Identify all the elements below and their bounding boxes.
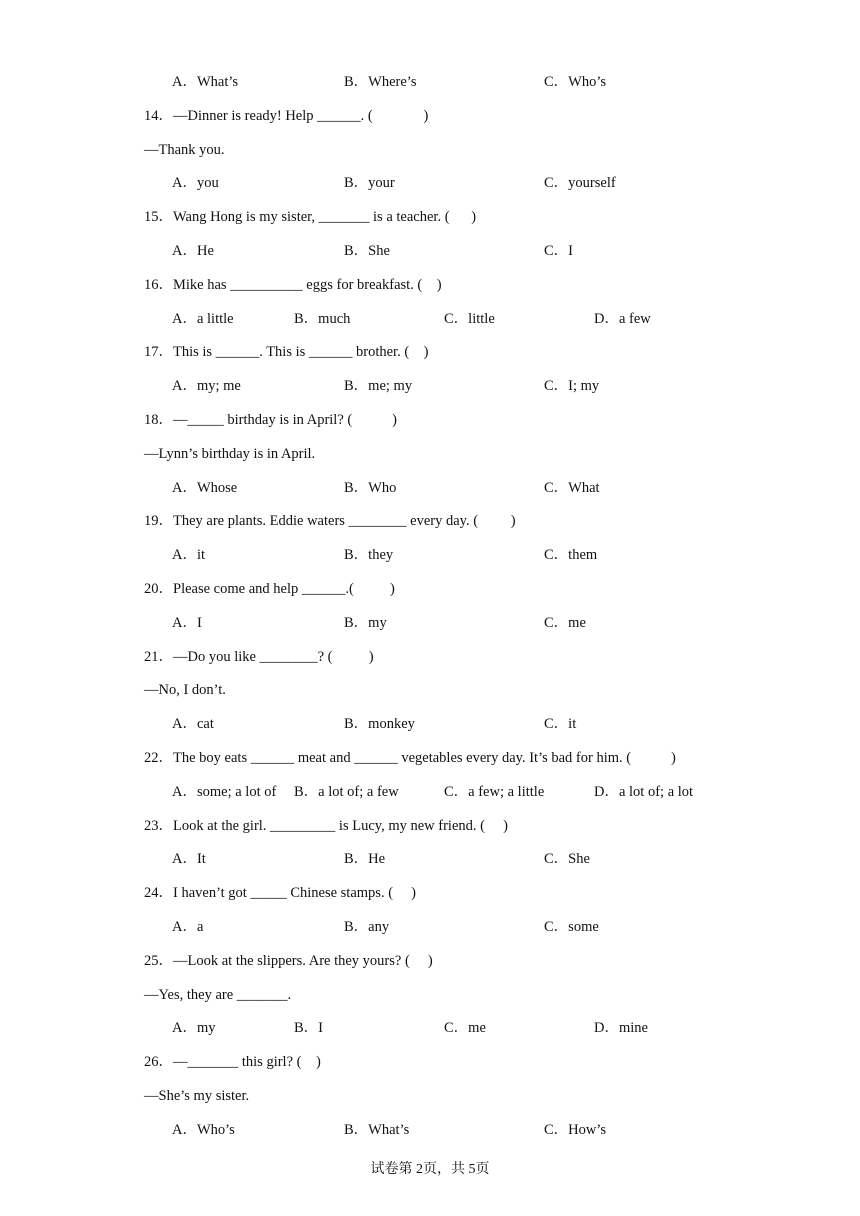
dialogue-line: —Lynn’s birthday is in April.	[144, 446, 316, 462]
answer-option: B．your	[344, 175, 395, 191]
answer-option: A．some; a lot of	[172, 784, 277, 800]
answer-option: C．I; my	[544, 378, 600, 394]
answer-option: B．me; my	[344, 378, 413, 394]
answer-option: C．it	[544, 716, 577, 732]
question-stem: 20．Please come and help ______.( )	[144, 581, 395, 597]
question-stem: 18．—_____ birthday is in April? ( )	[144, 412, 397, 428]
question-stem: 25．—Look at the slippers. Are they yours? ( )	[144, 953, 433, 969]
page-footer: 试卷第 2页，共 5页	[370, 1162, 490, 1177]
answer-option: C．them	[544, 547, 598, 563]
question-stem: 22．The boy eats ______ meat and ______ vegetables every day. It’s bad for him. ( )	[144, 750, 676, 766]
answer-option: C．me	[444, 1020, 486, 1036]
answer-option: C．little	[444, 311, 495, 327]
dialogue-line: —Yes, they are _______.	[144, 987, 292, 1003]
question-stem: 26．—_______ this girl? ( )	[144, 1054, 321, 1070]
answer-option: A．a little	[172, 311, 234, 327]
question-stem: 16．Mike has __________ eggs for breakfast. ( )	[144, 277, 442, 293]
answer-option: B．What’s	[344, 1122, 410, 1138]
answer-option: B．my	[344, 615, 387, 631]
answer-option: B．they	[344, 547, 394, 563]
question-stem: 23．Look at the girl. _________ is Lucy, my new friend. ( )	[144, 818, 508, 834]
answer-option: A．my; me	[172, 378, 241, 394]
question-stem: 19．They are plants. Eddie waters ________ every day. ( )	[144, 513, 516, 529]
question-stem: 21．—Do you like ________? ( )	[144, 649, 374, 665]
answer-option: B．a lot of; a few	[294, 784, 399, 800]
answer-option: A．I	[172, 615, 202, 631]
answer-option: C．She	[544, 851, 590, 867]
answer-option: A．a	[172, 919, 204, 935]
dialogue-line: —No, I don’t.	[144, 682, 226, 698]
answer-option: C．Who’s	[544, 74, 607, 90]
answer-option: C．What	[544, 480, 600, 496]
question-stem: 14．—Dinner is ready! Help ______. ( )	[144, 108, 429, 124]
answer-option: D．mine	[594, 1020, 648, 1036]
answer-option: B．monkey	[344, 716, 415, 732]
answer-option: C．me	[544, 615, 586, 631]
answer-option: A．He	[172, 243, 214, 259]
answer-option: A．Who’s	[172, 1122, 235, 1138]
answer-option: A．Whose	[172, 480, 238, 496]
answer-option: C．I	[544, 243, 573, 259]
answer-option: D．a few	[594, 311, 651, 327]
answer-option: B．He	[344, 851, 386, 867]
answer-option: B．much	[294, 311, 351, 327]
answer-option: A．it	[172, 547, 206, 563]
answer-option: A．What’s	[172, 74, 239, 90]
answer-option: C．yourself	[544, 175, 616, 191]
question-stem: 24．I haven’t got _____ Chinese stamps. ( )	[144, 885, 416, 901]
question-stem: 15．Wang Hong is my sister, _______ is a teacher. ( )	[144, 209, 477, 225]
answer-option: A．cat	[172, 716, 214, 732]
answer-option: B．I	[294, 1020, 323, 1036]
answer-option: B．any	[344, 919, 390, 935]
answer-option: C．a few; a little	[444, 784, 545, 800]
answer-option: A．you	[172, 175, 219, 191]
answer-option: C．some	[544, 919, 599, 935]
question-stem: 17．This is ______. This is ______ brother. ( )	[144, 344, 429, 360]
answer-option: A．It	[172, 851, 206, 867]
answer-option: C．How’s	[544, 1122, 607, 1138]
answer-option: B．She	[344, 243, 390, 259]
answer-option: B．Who	[344, 480, 397, 496]
answer-option: A．my	[172, 1020, 216, 1036]
dialogue-line: —She’s my sister.	[144, 1088, 250, 1104]
dialogue-line: —Thank you.	[144, 142, 225, 158]
answer-option: B．Where’s	[344, 74, 417, 90]
answer-option: D．a lot of; a lot	[594, 784, 694, 800]
